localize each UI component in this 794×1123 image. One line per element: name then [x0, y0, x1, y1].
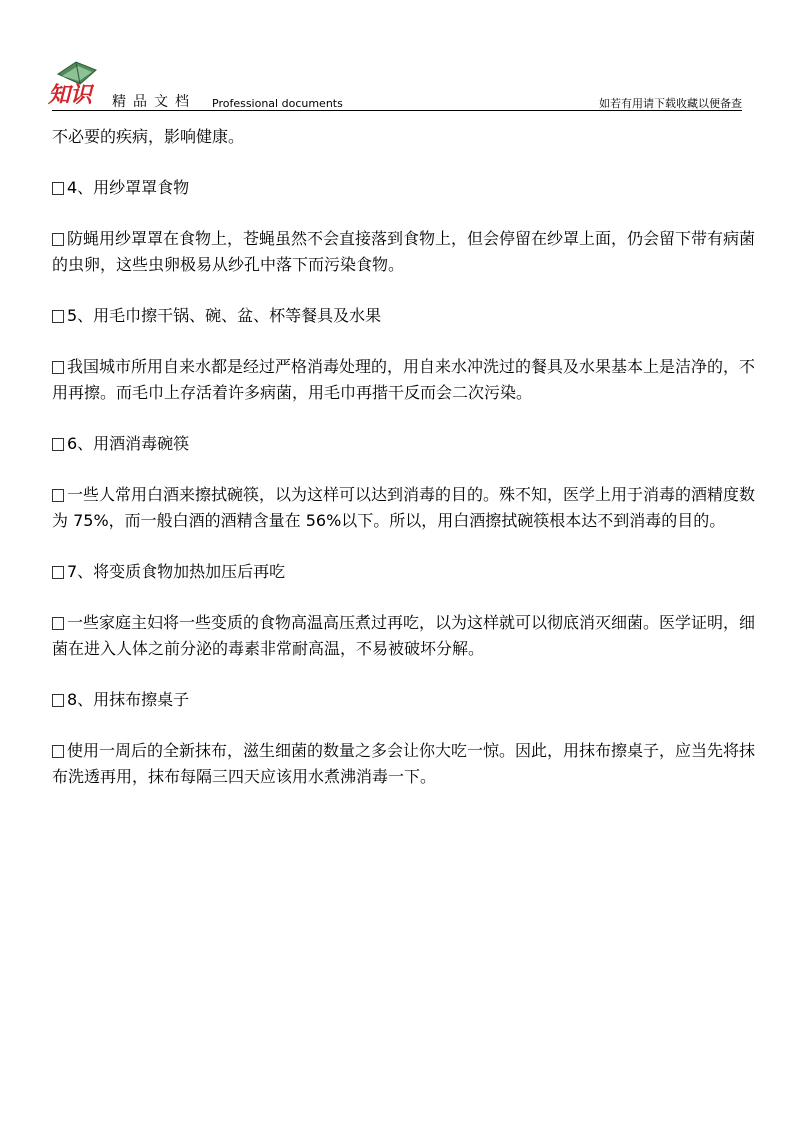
placeholder-box-icon — [52, 310, 64, 323]
paragraph-text: 不必要的疾病，影响健康。 — [52, 127, 245, 146]
paragraph — [52, 431, 770, 457]
paragraph — [52, 226, 770, 278]
placeholder-box-icon — [52, 182, 64, 195]
paragraph-text: 防蝇用纱罩罩在食物上，苍蝇虽然不会直接落到食物上，但会停留在纱罩上面，仍会留下带有病菌的虫卵，这些虫卵极易从纱孔中落下而污染食物。 — [52, 229, 756, 274]
placeholder-box-icon — [52, 489, 64, 502]
paragraph — [52, 354, 770, 406]
paragraph-text: 一些人常用白酒来擦拭碗筷，以为这样可以达到消毒的目的。殊不知，医学上用于消毒的酒精度数为 75%，而一般白酒的酒精含量在 56%以下。所以，用白酒擦拭碗筷根本达不到消毒的目的。 — [52, 485, 756, 530]
placeholder-box-icon — [52, 438, 64, 451]
paragraph — [52, 124, 770, 150]
paragraph-text: 一些家庭主妇将一些变质的食物高温高压煮过再吃，以为这样就可以彻底消灭细菌。医学证明，细菌在进入人体之前分泌的毒素非常耐高温，不易被破坏分解。 — [52, 613, 756, 658]
paragraph — [52, 610, 770, 662]
paragraph — [52, 687, 770, 713]
header-subtitle: Professional documents — [212, 97, 343, 110]
header-brand: 精品文档 — [112, 94, 196, 110]
placeholder-box-icon — [52, 361, 64, 374]
placeholder-box-icon — [52, 745, 64, 758]
paragraph — [52, 738, 770, 790]
header-right-note: 如若有用请下载收藏以便备查 — [599, 97, 742, 110]
placeholder-box-icon — [52, 694, 64, 707]
placeholder-box-icon — [52, 566, 64, 579]
document-body — [52, 116, 770, 790]
paragraph-text: 我国城市所用自来水都是经过严格消毒处理的，用自来水冲洗过的餐具及水果基本上是洁净的，不用再擦。而毛巾上存活着许多病菌，用毛巾再揩干反而会二次污染。 — [52, 357, 756, 402]
page-header — [0, 0, 794, 112]
paragraph — [52, 559, 770, 585]
header-divider — [52, 110, 742, 111]
paragraph-text: 使用一周后的全新抹布，滋生细菌的数量之多会让你大吃一惊。因此，用抹布擦桌子，应当先将抹布洗透再用，抹布每隔三四天应该用水煮沸消毒一下。 — [52, 741, 756, 786]
placeholder-box-icon — [52, 233, 64, 246]
logo-text: 知识 — [48, 82, 93, 106]
placeholder-box-icon — [52, 617, 64, 630]
paragraph-text: 4、用纱罩罩食物 — [67, 178, 190, 197]
paragraph-text: 7、将变质食物加热加压后再吃 — [67, 562, 286, 581]
logo-icon — [46, 56, 102, 106]
paragraph-text: 8、用抹布擦桌子 — [67, 690, 190, 709]
paragraph — [52, 303, 770, 329]
paragraph-text: 6、用酒消毒碗筷 — [67, 434, 190, 453]
paragraph — [52, 482, 770, 534]
paragraph-text: 5、用毛巾擦干锅、碗、盆、杯等餐具及水果 — [67, 306, 382, 325]
paragraph — [52, 175, 770, 201]
